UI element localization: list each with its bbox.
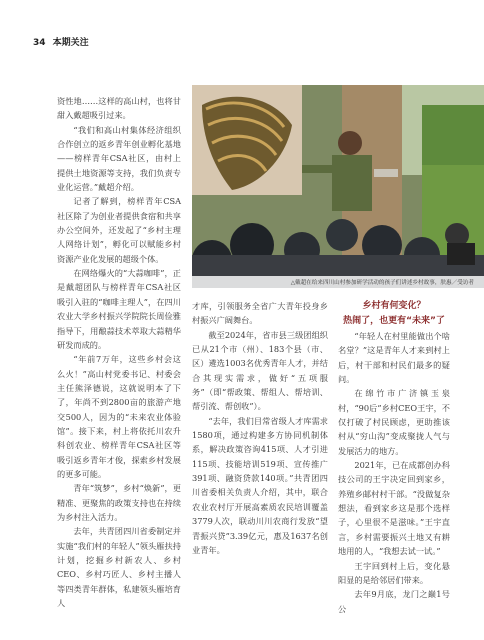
paragraph: “年前7万年，这些乡村会这么火！”高山村党委书记、村委会主任熊泽德说，这就说明本了下了，年尚不到2800亩的旅游产地交500人，因为的“未来农业体验馆”。接下来，村上将依托川农升科创农业、榜样青年CSA社区等吸引返乡青年才俊，探索乡村发展的更多可能。 [57,354,181,479]
page-header [33,35,89,48]
paragraph: 记者了解到，榜样青年CSA社区除了为创业者提供食宿和共享办公空间外，还发起了“乡村主理人网络计划”，孵化可以赋能乡村资源产业化发展的超级个体。 [57,196,181,264]
subheading [338,299,450,329]
paragraph: 去年9月底，龙门之巅1号公 [338,589,450,614]
paragraph: 2021年，已在成都创办科技公司的王宇决定回到家乡，养殖乡邮村村干部。“没做复杂想法，看到家乡这是那个选样子，心里很不是滋味。”王宇直言，乡村需要振兴土地又有耕地用的人，“我想去试一试。” [338,460,450,557]
subheading-line-2: 热闹了，也更有“未来”了 [343,316,445,326]
subheading-line-1: 乡村有何变化？ [362,301,426,311]
paragraph: 在网络爆火的“大蒜咖啡”，正是戴超团队与榜样青年CSA社区吸引入驻的“咖啡主理人”，在四川农业大学乡村振兴学院院长周俭雅指导下，用酿蒜技术萃取大蒜精华研发而成的。 [57,268,181,350]
paragraph: “年轻人在村里能做出个啥名堂？”这是青年人才来到村上后，村干部和村民们最多的疑问。 [338,331,450,385]
paragraph: 王宇回到村上后，变化悬阳显的是给邻居们带来。 [338,560,450,585]
paragraph: 才库，引领服务全省广大青年投身乡村振兴广阔舞台。 [192,301,328,326]
page-number: 34 [33,38,46,48]
paragraph: 资性地……这样的高山村，也将甘甜入戴超吸引过来。 [57,96,181,121]
paragraph: “去年，我们目常省级人才库需求1580项，通过构建多方协同机制体系，解决政策咨询415项、人才引进115项、技能培训519项、宣传推广391项、融资贷款140项。”共青团四川省委相关负责人介绍，其中，联合农业农村厅开展高素质农民培训覆盖3779人次，联动川川农商行发放“望青振兴贷”3.39亿元，惠及1637名创业青年。 [192,415,328,555]
photo-illustration [192,85,484,288]
paragraph: 青年“筑梦”，乡村“焕新”，更精准、更聚焦的政策支持也在持续为乡村注入活力。 [57,483,181,522]
paragraph: “我们和高山村集体经济组织合作创立的返乡青年创业孵化基地——榜样青年CSA社区，由村上提供土地资源等支持，我们负责专业化运营。”戴超介绍。 [57,124,181,193]
photo-caption: △戴超在给来四川山村参加研学活动的孩子们讲述乡村故事，肤惠／受访者 [192,276,484,288]
column-middle [192,299,328,557]
section-title: 本期关注 [52,38,89,48]
paragraph: 在绵竹市广济镇玉泉村，“90后”乡村CEO王宇，不仅打破了村民顾虑，更助推该村从“穷山沟”变成聚拢人气与发展活力的地方。 [338,388,450,456]
column-left [57,94,181,610]
article-photo [192,85,484,288]
paragraph: 去年，共青团四川省委制定并实施“我们村的年轻人”领头雁扶持计划，挖掘乡村新农人、乡村CEO、乡村巧匠人、乡村主播人等四类青年群体，私建领头雁培育人 [57,526,181,609]
paragraph: 截至2024年，省市县三级团组织已从21个市（州）、183个县（市、区）遴选1003名优秀青年人才，并结合其现实需求，做好“五项服务”（即“帮政策、帮组人、帮培训、帮引流、帮创收”）。 [192,329,328,412]
column-right [338,299,450,616]
